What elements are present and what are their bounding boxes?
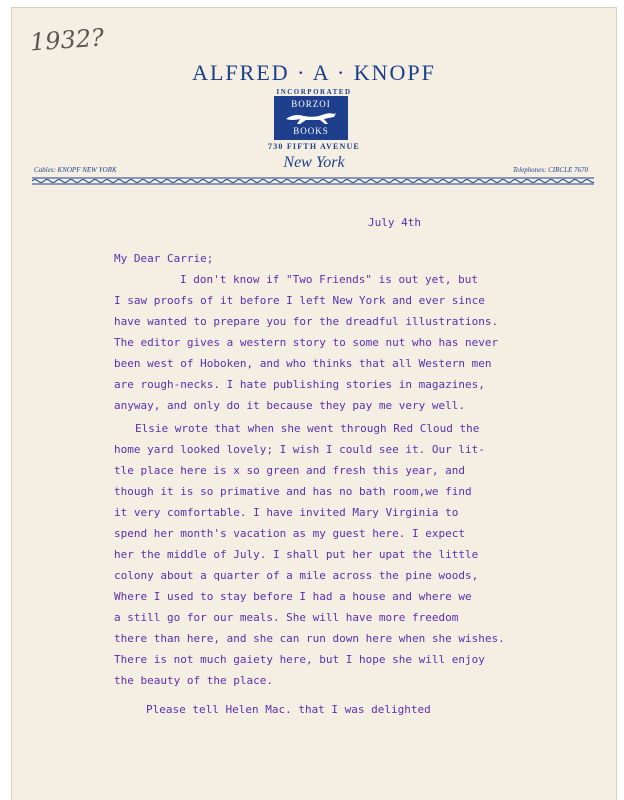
letter-date: July 4th [368,216,421,229]
incorporated-label: INCORPORATED [276,88,352,96]
letter-line: a still go for our meals. She will have more freedom [114,611,459,624]
publisher-address: 730 FIFTH AVENUE [268,142,360,151]
logo-top-text: BORZOI [291,99,331,109]
letter-line: it very comfortable. I have invited Mary Virginia to [114,506,459,519]
letter-line: there than here, and she can run down here when she wishes. [114,632,505,645]
letter-line: been west of Hoboken, and who thinks that all Western men [114,357,492,370]
cables-info: Cables: KNOPF NEW YORK [34,166,117,174]
letter-line: her the middle of July. I shall put her upat the little [114,548,479,561]
letter-line: colony about a quarter of a mile across the pine woods, [114,569,479,582]
handwritten-date-note: 1932? [29,23,105,57]
letter-line: are rough-necks. I hate publishing stories in magazines, [114,378,485,391]
typed-letter [12,8,616,800]
letter-line: home yard looked lovely; I wish I could see it. Our lit- [114,443,485,456]
publisher-city: New York [283,154,345,171]
letter-line: anyway, and only do it because they pay me very well. [114,399,465,412]
publisher-name: ALFRED · A · KNOPF [192,60,436,85]
letter-line: There is not much gaiety here, but I hope she will enjoy [114,653,485,666]
letter-page [12,8,616,800]
letter-line: The editor gives a western story to some nut who has never [114,336,499,349]
logo-bottom-text: BOOKS [293,126,329,136]
letter-line: have wanted to prepare you for the dreadful illustrations. [114,315,499,328]
letter-line: I don't know if "Two Friends" is out yet, but [180,273,479,286]
letter-line: Elsie wrote that when she went through Red Cloud the [135,422,480,435]
letter-line: I saw proofs of it before I left New York and ever since [114,294,485,307]
letter-line: tle place here is x so green and fresh this year, and [114,464,465,477]
letter-line: Please tell Helen Mac. that I was delighted [146,703,431,716]
letter-line: the beauty of the place. [114,674,273,687]
letter-line: Where I used to stay before I had a house and where we [114,590,472,603]
letter-line: spend her month's vacation as my guest here. I expect [114,527,465,540]
letter-line: though it is so primative and has no bath room,we find [114,485,472,498]
telephone-info: Telephones: CIRCLE 7670 [512,166,588,174]
letter-salutation: My Dear Carrie; [114,252,214,265]
